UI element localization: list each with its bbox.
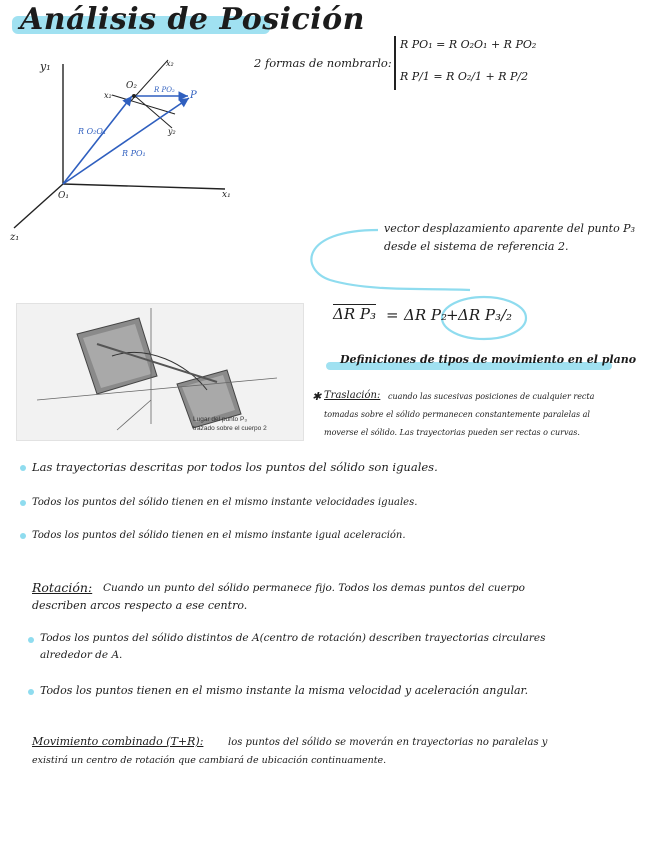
rotacion-bullet-1-line1: Todos los puntos del sólido distintos de A(centro de rotación) describen trayectorias circulares [40,632,546,644]
rotacion-label: Rotación: [32,580,93,595]
page-title: Análisis de Posición [20,2,365,37]
figure-caption-line2: trazado sobre el cuerpo 2 [193,425,267,432]
notation-eq2: R P/1 = R O₂/1 + R P/2 [400,70,529,83]
note-line2: desde el sistema de referencia 2. [384,240,569,253]
note-line1: vector desplazamiento aparente del punto P₃ [384,222,635,235]
combinado-line1: los puntos del sólido se moverán en trayectorias no paralelas y [228,737,548,748]
vector-r-po1-label: R PO₁ [122,149,146,158]
traslacion-label: Traslación: [324,390,381,401]
notation-eq1: R PO₁ = R O₂O₁ + R PO₂ [400,38,537,51]
notation-lead: 2 formas de nombrarlo: [254,56,392,70]
frame-axis-x [37,378,277,400]
axis-x1-label: x₁ [222,190,231,200]
origin-o1-label: O₁ [58,191,69,201]
equation-lhs: ΔR P₃ [333,305,377,323]
equation-rhs1: ΔR P₂ [404,306,448,324]
vector-r-po2-label: R PO₂ [154,86,175,94]
textbook-figure-drawing [17,304,303,440]
bullet-dot [20,533,26,539]
point-p-label: P [190,90,197,101]
bullet-dot [28,637,34,643]
axis-x2-top-label: x₂ [166,59,174,68]
rotacion-bullet-1-line2: alrededor de A. [40,649,123,661]
rotacion-line1: Cuando un punto del sólido permanece fijo. Todos los demas puntos del cuerpo [103,582,525,594]
traslacion-bullet-2: Todos los puntos del sólido tienen en el mismo instante velocidades iguales. [32,497,418,508]
combinado-label: Movimiento combinado (T+R): [32,735,204,748]
traslacion-line3: moverse el sólido. Las trayectorias pueden ser rectas o curvas. [324,428,580,437]
combinado-line2: existirá un centro de rotación que cambiará de ubicación continuamente. [32,755,387,766]
bullet-dot [20,500,26,506]
connector-to-note [311,230,470,290]
bullet-dot [20,465,26,471]
section-heading: Definiciones de tipos de movimiento en el plano [340,353,637,366]
origin-o2-label: O₂ [126,81,137,91]
textbook-figure [16,303,304,441]
axis-x2-label: x₂ [104,91,112,100]
frame-axis-z [117,400,151,430]
bullet-dot [28,689,34,695]
traslacion-star: ✱ [312,390,322,403]
traslacion-bullet-3: Todos los puntos del sólido tienen en el mismo instante igual aceleración. [32,530,406,541]
equation-equals: = [386,306,399,324]
rotacion-bullet-2-line1: Todos los puntos tienen en el mismo instante la misma velocidad y aceleración angular. [40,684,529,697]
equation-plus: + [446,306,459,324]
axis-z1-label: z₁ [10,232,20,243]
axis-y1-label: y₁ [40,60,51,73]
traslacion-line1: cuando las sucesivas posiciones de cualquier recta [388,392,595,401]
equation-rhs2: ΔR P₃/₂ [458,306,513,324]
figure-caption-line1: Lugar del punto P₃ [193,416,247,423]
vector-r-o2o1-label: R O₂O₁ [78,127,107,136]
traslacion-bullet-1: Las trayectorias descritas por todos los puntos del sólido son iguales. [32,460,438,474]
rotacion-line2: describen arcos respecto a ese centro. [32,599,248,612]
traslacion-line2: tomadas sobre el sólido permanecen constantemente paralelas al [324,410,590,419]
axis-y2-label: y₂ [168,127,176,136]
